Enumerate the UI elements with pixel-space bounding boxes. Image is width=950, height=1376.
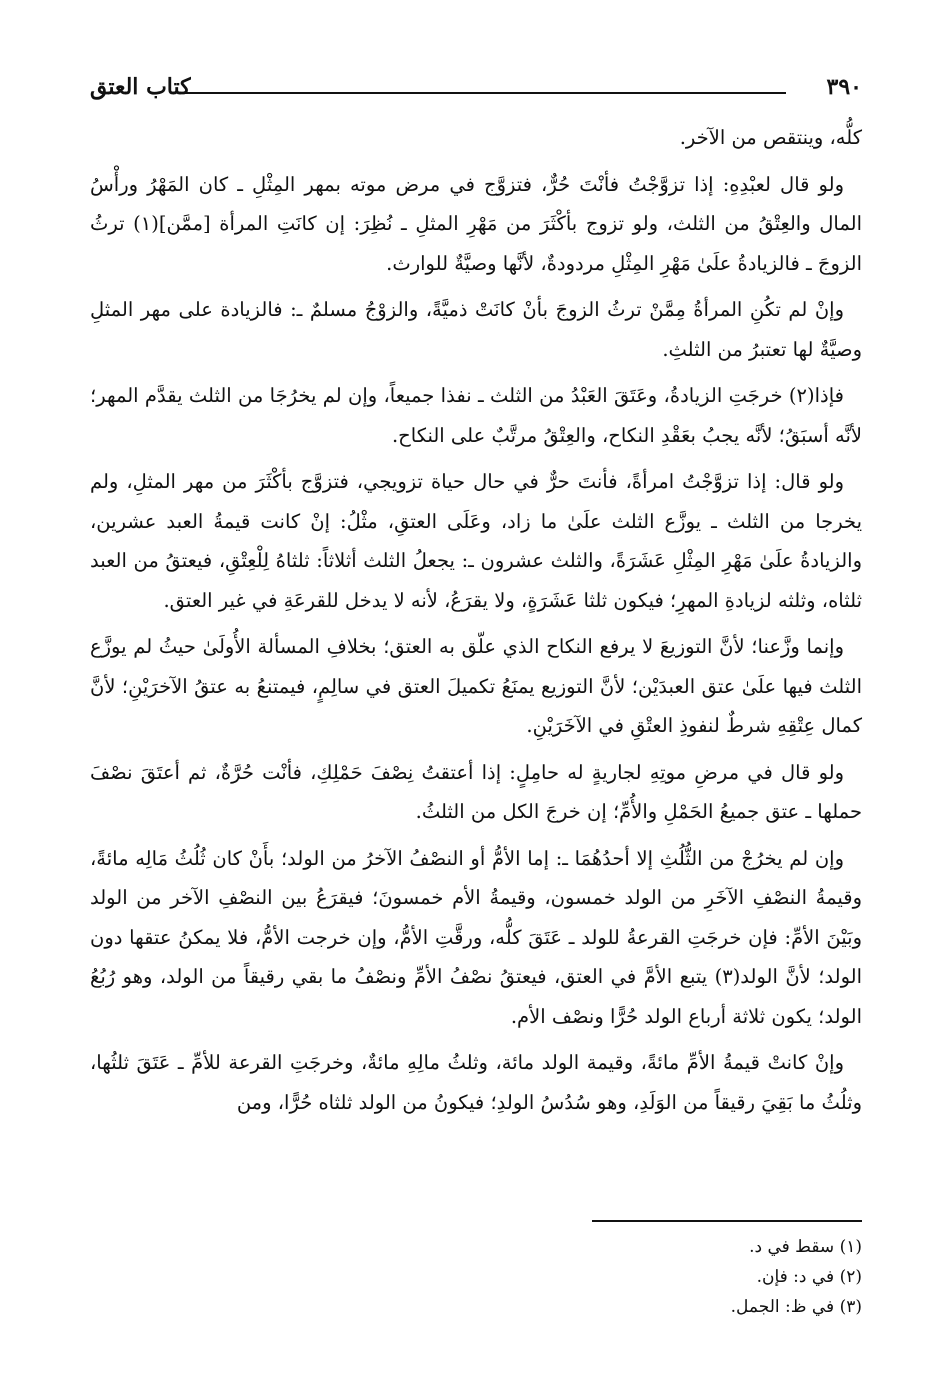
document-page — [90, 70, 862, 1356]
footnotes — [90, 1232, 862, 1322]
paragraph: وإنما وزَّعنا؛ لأنَّ التوزيعَ لا يرفع النكاح الذي علّق به العتق؛ بخلافِ المسألة الأُولَىٰ حيثُ لم يوزَّع الثلث فيها علَىٰ عتق العبدَيْن؛ لأنَّ التوزيع يمنَعُ تكميلَ العتق في سالِمٍ، فيمتنعُ به عتقُ الآخرَيْنِ؛ لأنَّ كمال عِتْقِهِ شرطٌ لنفوذِ العتْقِ في الآخَرَيْنِ. — [90, 635, 862, 737]
footnote: (١) سقط في د. — [749, 1237, 862, 1257]
footnote-rule — [592, 1220, 862, 1222]
paragraph: كلُّه، وينتقص من الآخر. — [679, 126, 862, 149]
paragraph: ولو قال في مرضِ موتِهِ لجاريةٍ له حامِلٍ: إذا أعتقتُ نِصْفَ حَمْلِكِ، فأنْت حُرَّةٌ، ثم أعتَقَ نصْفَ حملها ـ عتق جميعُ الحَمْلِ والأُمِّ؛ إن خرجَ الكل من الثلثُ. — [90, 760, 862, 823]
footnote: (٢) في د: فإن. — [756, 1267, 862, 1287]
paragraph: ولو قال: إذا تزوَّجْتُ امرأةً، فأنتَ حرٌّ في حال حياة تزويجي، فتزوَّج بأكْثَرَ من مهر المثلِ، ولم يخرجا من الثلث ـ يوزَّع الثلث علَىٰ ما زاد، وعَلَى العتقِ، مثْلُ: إنْ كانت قيمةُ العبد عشرين، والزيادةُ علَىٰ مَهْرِ المِثْلِ عَشَرَةً، والثلث عشرون ـ: يجعلُ الثلث أثلاثاً: ثلثاهُ لِلْعِتْقِ، فيعتقُ من العبد ثلثاه، وثلثه لزيادةِ المهرِ؛ فيكون ثلثا عَشَرَةٍ، ولا يقرَعُ، لأنه لا يدخل للقرعَةِ في غير العتق. — [90, 470, 862, 612]
paragraph: ولو قال لعبْدِهِ: إذا تزوَّجْتُ فأنْتَ حُرٌّ، فتزوَّج في مرض موته بمهر المِثْلِ ـ كان المَهْرُ ورأْسُ المال والعِتْقُ من الثلث، ولو تزوج بأكْثَرَ من مَهْرِ المثلِ ـ نُظِرَ: إن كانَتِ المرأة [ممَّن](١) ترثُ الزوجَ ـ فالزيادةُ علَىٰ مَهْرِ المِثْلِ مردودةٌ، لأنَّها وصيَّةٌ للوارث. — [90, 172, 862, 275]
paragraph: فإذا(٢) خرجَتِ الزيادةُ، وعَتَقَ العَبْدُ من الثلث ـ نفذا جميعاً، وإن لم يخرُجَا من الثلث يقدَّم المهر؛ لأنَّه أسبَقُ؛ لأنَّه يجبُ بعَقْدِ النكاح، والعِتْقُ مرتَّبٌ على النكاح. — [90, 384, 862, 447]
main-text — [90, 118, 862, 1122]
footnote: (٣) في ظ: الجمل. — [730, 1297, 862, 1317]
paragraph: وإن لم يخرُجْ من الثُّلُثِ إلا أحدُهُمَا ـ: إما الأمُّ أو النصْفُ الآخرُ من الولد؛ بأَنْ كان ثُلُثُ مَالِه مائةً، وقيمةُ النصْفِ الآخَرِ من الولد خمسون، وقيمةُ الأم خمسونَ؛ فيقرَعُ بين النصْفِ الآخر من الولد وبَيْنَ الأمِّ: فإن خرجَتِ القرعةُ للولد ـ عَتَقَ كلُّه، ورقَّتِ الأمُّ، وإن خرجت الأمُّ، فلا يمكنُ عتقها دون الولد؛ لأنَّ الولد(٣) يتبع الأمَّ في العتق، فيعتقُ نصْفُ الأمِّ ونصْفُ ما بقي رقيقاً من الولد، وهو رُبُعُ الولد؛ يكون ثلاثة أرباع الولد حُرًّا ونصْف الأم. — [90, 846, 863, 1028]
paragraph: وإنْ لم تكُنِ المرأةُ مِمَّنْ ترثُ الزوجَ بأنْ كانَتْ ذميَّةً، والزوْجُ مسلمٌ ـ: فالزيادة على مهر المثلِ وصيَّةٌ لها تعتبرُ من الثلثِ. — [90, 298, 862, 361]
header-rule — [178, 92, 786, 94]
book-title: كتاب العتق — [90, 74, 191, 100]
paragraph: وإنْ كانتْ قيمةُ الأمِّ مائةً، وقيمة الولد مائة، وثلثُ مالِهِ مائةٌ، وخرجَتِ القرعة للأمِّ ـ عَتَقَ ثلثُها، وثلُثُ ما بَقِيَ رقيقاً من الوَلَدِ، وهو سُدُسُ الولدِ؛ فيكونُ من الولد ثلثاه حُرًّا، ومن — [90, 1051, 862, 1114]
page-number: ٣٩٠ — [826, 74, 862, 100]
page-header — [90, 70, 862, 106]
